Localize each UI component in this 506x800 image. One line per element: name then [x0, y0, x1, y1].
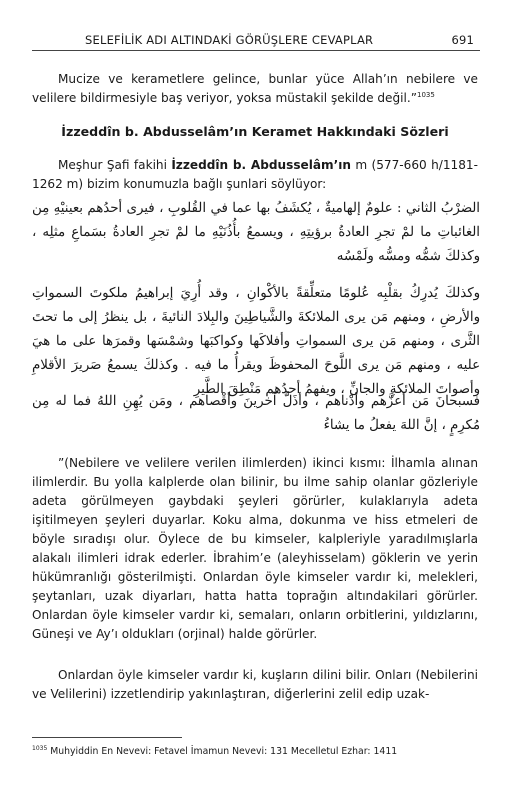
footnote-number: 1035 — [32, 745, 48, 752]
page-number: 691 — [451, 33, 474, 47]
footnote — [32, 746, 478, 758]
translation-paragraph-1: ”(Nebilere ve velilere verilen ilimlerden) ikinci kısmı: İlhamla alınan ilimlerdir. Bu yolla kalplerde olan bilinir, bu ilme sahip olanlar gözleriyle adeta görülmeyen gaybdaki şeyleri görürler, kulaklarıyla adeta işitilmeyen şeyleri duyarlar. Koku alma, dokunma ve hiss etmeleri de böyle sıradışı olur. Öylece de bu kimseler, kalpleriyle yaradılmışlarla alakalı ilimleri idrak ederler. İbrahim’e (aleyhisselam) göklerin ve yerin hükümranlığı gösterilmişti. Onlardan öyle kimseler vardır ki, melekleri, şeytanları, uzak diyarları, hatta hatta toprağın altındakilari görürler. Onlardan öyle kimseler vardır ki, semaları, onların orbitlerini, yıldızlarını, Güneşi ve Ay’ı oldukları (orjinal) halde görürler. — [32, 456, 478, 641]
footnote-text: Muhyiddin En Nevevi: Fetavel İmamun Nevevi: 131 Mecelletul Ezhar: 1411 — [47, 746, 398, 757]
translation-paragraph-2: Onlardan öyle kimseler vardır ki, kuşların dilini bilir. Onları (Nebilerini ve Velilerini) izzetlendirip yakınlaştıran, diğerlerini zelil edip uzak- — [32, 668, 478, 701]
arabic-quote-paragraph-3: فسبحانَ مَن أعزَّهم وأدْناهم ، وأذَلَّ آخرينَ وأقْصاهم ، ومَن يُهِنِ اللهُ فما له مِن مُكرِمٍ ، إنَّ اللهَ يفعلُ ما يشاءُ — [32, 394, 480, 433]
footnote-reference: 1035 — [417, 91, 435, 99]
footnote-rule — [32, 737, 182, 738]
header-rule — [32, 50, 480, 51]
lead-prefix: Meşhur Şafi fakihi — [58, 158, 172, 172]
book-page — [32, 0, 480, 800]
arabic-quote-paragraph-2: وكذلكَ يُدرِكُ بقلْبِه عُلومًا متعلِّقةً بالأكْوانِ ، وقد أُرِيَ إبراهيمُ ملكوتَ السمواتِ والأرضِ ، ومنهم مَن يرى الملائكةَ والشَّياطِينَ والبِلادَ النائيةَ ، بل ينظرُ إلى ما تحتَ الثَّرى ، ومنهم مَن يرى السمواتِ وأفلاكَها وكواكبَها وشمْسَها وقمرَها على ما هيَ عليه ، ومنهم مَن يرى اللَّوحَ المحفوظَ ويقرأُ ما فيه . وكذلكَ يسمعُ صَريرَ الأقلامِ وأصواتَ الملائكةِ والجانِّ ، ويفهمُ أحدُهم مَنْطِقَ الطَّيرِ — [32, 286, 480, 397]
running-title: SELEFİLİK ADI ALTINDAKİ GÖRÜŞLERE CEVAPLAR — [85, 33, 374, 47]
arabic-quote-paragraph-1: الضرْبُ الثاني : علومٌ إلهاميةٌ ، يُكشَفُ بها عما في القُلوبِ ، فيرى أحدُهم بعينيْهِ مِن الغائباتِ ما لمْ تجرِ العادةُ برؤيتِهِ ، ويسمعُ بأُذُنَيْهِ ما لمْ تجرِ العادةُ بسَماعِ مثلِه ، وكذلكَ شمُّه ومسُّه ولَمْسُه — [32, 201, 480, 264]
intro-text: Mucize ve kerametlere gelince, bunlar yüce Allah’ın nebilere ve velilere bildirmesiyle baş veriyor, yoksa müstakil şekilde değil.” — [32, 72, 478, 105]
lead-paragraph — [32, 156, 478, 194]
lead-suffix: m (577-660 h/1181-1262 m) bizim konumuzla bağlı şunlari söylüyor: — [32, 158, 478, 191]
scholar-name: İzzeddîn b. Abdusselâm’ın — [171, 158, 351, 172]
intro-paragraph — [32, 70, 478, 108]
section-heading: İzzeddîn b. Abdusselâm’ın Keramet Hakkındaki Sözleri — [61, 124, 449, 139]
